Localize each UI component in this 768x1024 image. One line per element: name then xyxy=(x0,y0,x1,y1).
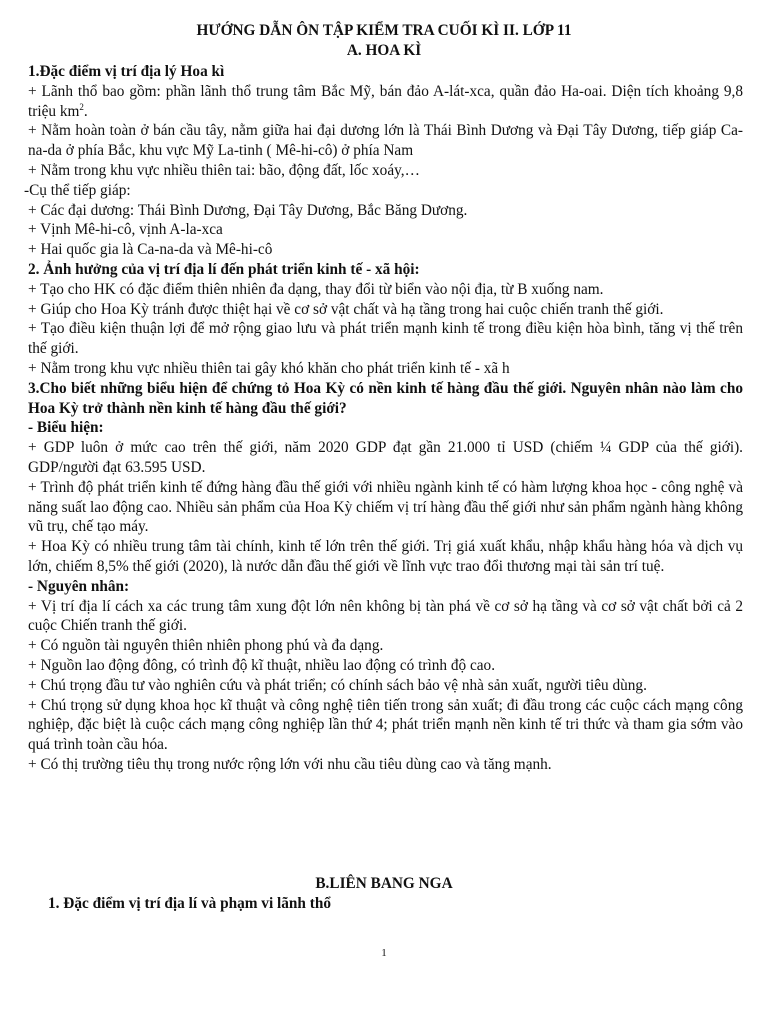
heading-1: 1.Đặc điểm vị trí địa lý Hoa kì xyxy=(28,63,225,80)
paragraph: + Tạo cho HK có đặc điểm thiên nhiên đa dạng, thay đổi từ biển vào nội địa, từ B xuống nam. xyxy=(28,280,604,298)
paragraph: + Vịnh Mê-hi-cô, vịnh A-la-xca xyxy=(28,221,223,239)
paragraph-text: + Lãnh thổ bao gồm: phần lãnh thổ trung tâm Bắc Mỹ, bán đảo A-lát-xca, quần đảo Ha-oai. Diện tích khoảng 9,8 triệu km xyxy=(28,82,743,120)
paragraph: + Tạo điều kiện thuận lợi để mở rộng giao lưu và phát triển mạnh kinh tế trong điều kiện hòa bình, tăng vị thế trên thế giới. xyxy=(28,320,743,358)
section-b-heading-1: 1. Đặc điểm vị trí địa lí và phạm vi lãnh thổ xyxy=(48,895,332,912)
paragraph xyxy=(28,82,743,122)
subheading-nguyen-nhan: - Nguyên nhân: xyxy=(28,577,130,595)
paragraph: + Các đại dương: Thái Bình Dương, Đại Tây Dương, Bắc Băng Dương. xyxy=(28,201,468,219)
page-number: 1 xyxy=(381,947,387,959)
paragraph: + Hoa Kỳ có nhiều trung tâm tài chính, kinh tế lớn trên thế giới. Trị giá xuất khẩu, nhập khẩu hàng hóa và dịch vụ lớn, chiếm 8,5% thế giới (2020), là nước dẫn đầu thế giới về lĩnh vực trao đổi thương mại tài sản trí tuệ. xyxy=(28,538,743,575)
paragraph: + Chú trọng đầu tư vào nghiên cứu và phát triển; có chính sách bảo vệ nhà sản xuất, người tiêu dùng. xyxy=(28,676,647,694)
section-a-title: A. HOA KÌ xyxy=(346,42,422,59)
paragraph: + Trình độ phát triển kinh tế đứng hàng đầu thế giới với nhiều ngành kinh tế có hàm lượng khoa học - công nghệ và năng suất lao động cao. Nhiều sản phẩm của Hoa Kỳ chiếm vị trí hàng đầu thế giới như sản phẩm ngành hàng không vũ trụ, chế tạo máy. xyxy=(28,478,743,536)
paragraph: + GDP luôn ở mức cao trên thế giới, năm 2020 GDP đạt gần 21.000 tỉ USD (chiếm ¼ GDP của thế giới). GDP/người đạt 63.595 USD. xyxy=(28,439,743,476)
document-body xyxy=(24,62,743,775)
paragraph: + Chú trọng sử dụng khoa học kĩ thuật và công nghệ tiên tiến trong sản xuất; đi đầu trong các cuộc cách mạng công nghiệp, đặc biệt là cuộc cách mạng công nghiệp lần thứ 4; phát triển mạnh nền kinh tế tri thức và tham gia sớm vào quá trình toàn cầu hóa. xyxy=(28,696,743,754)
paragraph-end: . xyxy=(83,102,88,120)
heading-2: 2. Ảnh hưởng của vị trí địa lí đến phát triển kinh tế - xã hội: xyxy=(28,260,420,278)
paragraph: + Có thị trường tiêu thụ trong nước rộng lớn với nhu cầu tiêu dùng cao và tăng mạnh. xyxy=(28,755,552,773)
document-title: HƯỚNG DẪN ÔN TẬP KIỂM TRA CUỐI KÌ II. LỚP 11 xyxy=(196,22,572,39)
paragraph: + Có nguồn tài nguyên thiên nhiên phong phú và đa dạng. xyxy=(28,637,384,655)
subheading-bieu-hien: - Biểu hiện: xyxy=(28,419,104,437)
paragraph: + Nằm trong khu vực nhiều thiên tai gây khó khăn cho phát triển kinh tế - xã h xyxy=(28,359,510,377)
heading-3: 3.Cho biết những biểu hiện để chứng tỏ Hoa Kỳ có nền kinh tế hàng đầu thế giới. Nguyên nhân nào làm cho Hoa Kỳ trở thành nền kinh tế hàng đầu thế giới? xyxy=(28,379,743,417)
paragraph: + Hai quốc gia là Ca-na-da và Mê-hi-cô xyxy=(28,241,273,259)
section-b-title: B.LIÊN BANG NGA xyxy=(315,875,453,892)
paragraph: + Nguồn lao động đông, có trình độ kĩ thuật, nhiều lao động có trình độ cao. xyxy=(28,656,496,674)
paragraph: -Cụ thể tiếp giáp: xyxy=(24,181,131,199)
superscript: 2 xyxy=(79,101,84,112)
paragraph: + Vị trí địa lí cách xa các trung tâm xung đột lớn nên không bị tàn phá về cơ sở hạ tầng và cơ sở vật chất bởi cả 2 cuộc Chiến tranh thế giới. xyxy=(28,597,743,635)
paragraph: + Giúp cho Hoa Kỳ tránh được thiệt hại về cơ sở vật chất và hạ tầng trong hai cuộc chiến tranh thế giới. xyxy=(28,300,664,318)
paragraph: + Nằm hoàn toàn ở bán cầu tây, nằm giữa hai đại dương lớn là Thái Bình Dương và Đại Tây Dương, tiếp giáp Ca-na-da ở phía Bắc, khu vực Mỹ La-tinh ( Mê-hi-cô) ở phía Nam xyxy=(28,122,743,160)
paragraph: + Nằm trong khu vực nhiều thiên tai: bão, động đất, lốc xoáy,… xyxy=(28,161,420,179)
